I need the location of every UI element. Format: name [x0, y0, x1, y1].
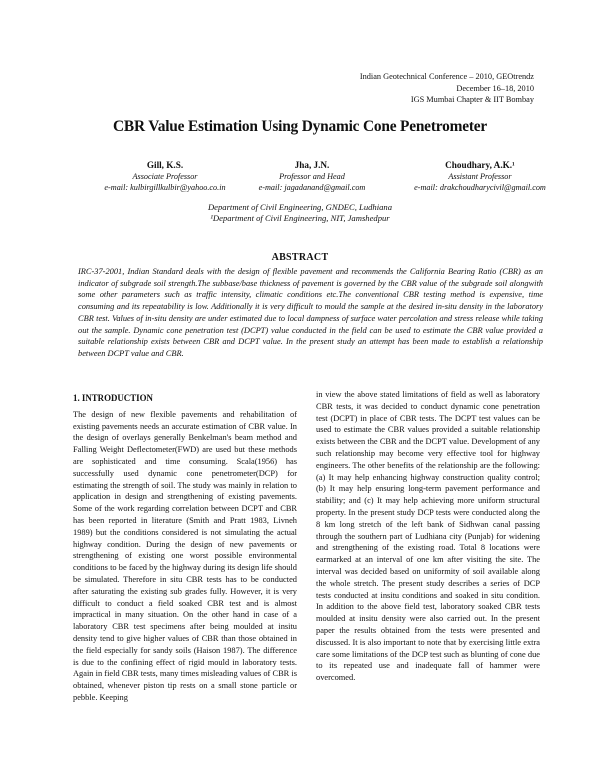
- author-name: Jha, J.N.: [294, 160, 330, 170]
- author-email: e-mail: jagadanand@gmail.com: [258, 182, 366, 192]
- paper-title: CBR Value Estimation Using Dynamic Cone Penetrometer: [112, 118, 488, 135]
- author-name: Choudhary, A.K.¹: [445, 160, 515, 170]
- affiliation-2: ¹Department of Civil Engineering, NIT, Jamshedpur: [210, 213, 390, 224]
- conference-organizers: IGS Mumbai Chapter & IIT Bombay: [410, 95, 534, 104]
- conference-name: Indian Geotechnical Conference – 2010, GEOtrendz: [359, 72, 534, 81]
- author-block: [0, 159, 600, 199]
- intro-text-right: in view the above stated limitations of field as well as laboratory CBR tests, it was decided to conduct dynamic cone penetration test (DCPT) in place of CBR tests. The DCPT test values can be used to estimate the CBR values provided a suitable relationship exists between the CBR and the DCPT value. Development of any such relationship may become very effective tool for highway engineers. The other benefits of the relationship are the following: (a) It may help enhancing highway construction quality control; (b) It may help ensuring long-term pavement performance and stability; and (c) It may help achieving more uniform structural property. In the present study DCP tests were conducted along the 8 km long stretch of the left bank of Sidhwan canal passing through the southern part of Ludhiana city (Punjab) for widening and strengthening of the existing road. Total 8 locations were earmarked at an interval of one km after visiting the site. The interval was decided based on uniformity of soil available along the whole stretch. The present study describes a series of DCP tests conducted at insitu conditions and soaked in situ condition. In addition to the above field test, laboratory soaked CBR tests moulded at insitu density were also carried out. In the present paper the results obtained from the tests were presented and discussed. It is also important to note that by exercising little extra care some limitations of the DCP test such as blunting of cone due to its repeated use and inadequate fall of hammer were overcomed.: [316, 390, 540, 683]
- author-role: Associate Professor: [132, 172, 198, 181]
- conference-header: [360, 71, 534, 106]
- section-heading: 1. INTRODUCTION: [73, 393, 153, 403]
- author-1: [85, 159, 245, 193]
- affiliations: [0, 202, 600, 225]
- author-name: Gill, K.S.: [146, 160, 184, 170]
- intro-text-left: The design of new flexible pavements and rehabilitation of existing pavements needs an accurate estimation of CBR value. In the design of overlays generally Benkelman's beam method and Falling Weight Deflectometer(FWD) are used but these methods are sophisticated and time consuming. Scala(1956) has successfully used dynamic cone penetrometer(DCP) for estimating the strength of soil. The study was mainly in relation to application in design and strengthening of existing pavements. Some of the work regarding correlation between DCPT and CBR has been reported in literature (Smith and Pratt 1983, Livneh 1989) but the conditions considered is not simulating the actual highway condition. During the design of new pavements or strengthening of existing one worst possible environmental conditions to be faced by the highway during its design life should be simulated. Therefore in situ CBR tests has to be conducted after saturating the existing sub grades fully. However, it is very difficult to conduct a field soaked CBR test and is almost impractical in many situation. On the other hand in case of a laboratory CBR test specimens after being moulded at insitu density tend to give higher values of CBR than those obtained in the field especially for sandy soils (Haison 1987). The difference is due to the confining effect of rigid mould in laboratory tests. Again in field CBR tests, many times misleading values of CBR is obtained, whenever piston tip rests on a small stone particle or pebble. Keeping: [73, 409, 297, 702]
- right-column: [316, 389, 540, 684]
- abstract-text: IRC-37-2001, Indian Standard deals with the design of flexible pavement and recommends the California Bearing Ratio (CBR) as an indicator of subgrade soil strength.The subbase/base thickness of pavement is governed by the CBR value of the subgrade soil alongwith some other parameters such as traffic intensity, climatic conditions etc.The conventional CBR testing method is expensive, time consuming and its repeatability is low. Additionally it is very difficult to mould the sample at the desired in-situ density in the laboratory CBR test. Values of in-situ density are under estimated due to local dampness of surface water percolation and stress release while taking out the sample. Dynamic cone penetration test (DCPT) value conducted in the field can be used to estimate the CBR value provided a suitable relationship exists between CBR and DCPT value. In the present study an attempt has been made to establish a relationship between DCPT value and CBR.: [78, 267, 543, 358]
- affiliation-1: Department of Civil Engineering, GNDEC, Ludhiana: [207, 202, 393, 212]
- author-role: Assistant Professor: [448, 172, 512, 181]
- author-role: Professor and Head: [279, 172, 345, 181]
- author-3: [385, 159, 575, 193]
- author-email: e-mail: kulbirgillkulbir@yahoo.co.in: [104, 182, 226, 192]
- author-2: [237, 159, 387, 193]
- author-email: e-mail: drakchoudharycivil@gmail.com: [414, 182, 546, 192]
- conference-dates: December 16–18, 2010: [456, 83, 534, 93]
- left-column: [73, 393, 297, 704]
- abstract-heading: ABSTRACT: [271, 252, 329, 263]
